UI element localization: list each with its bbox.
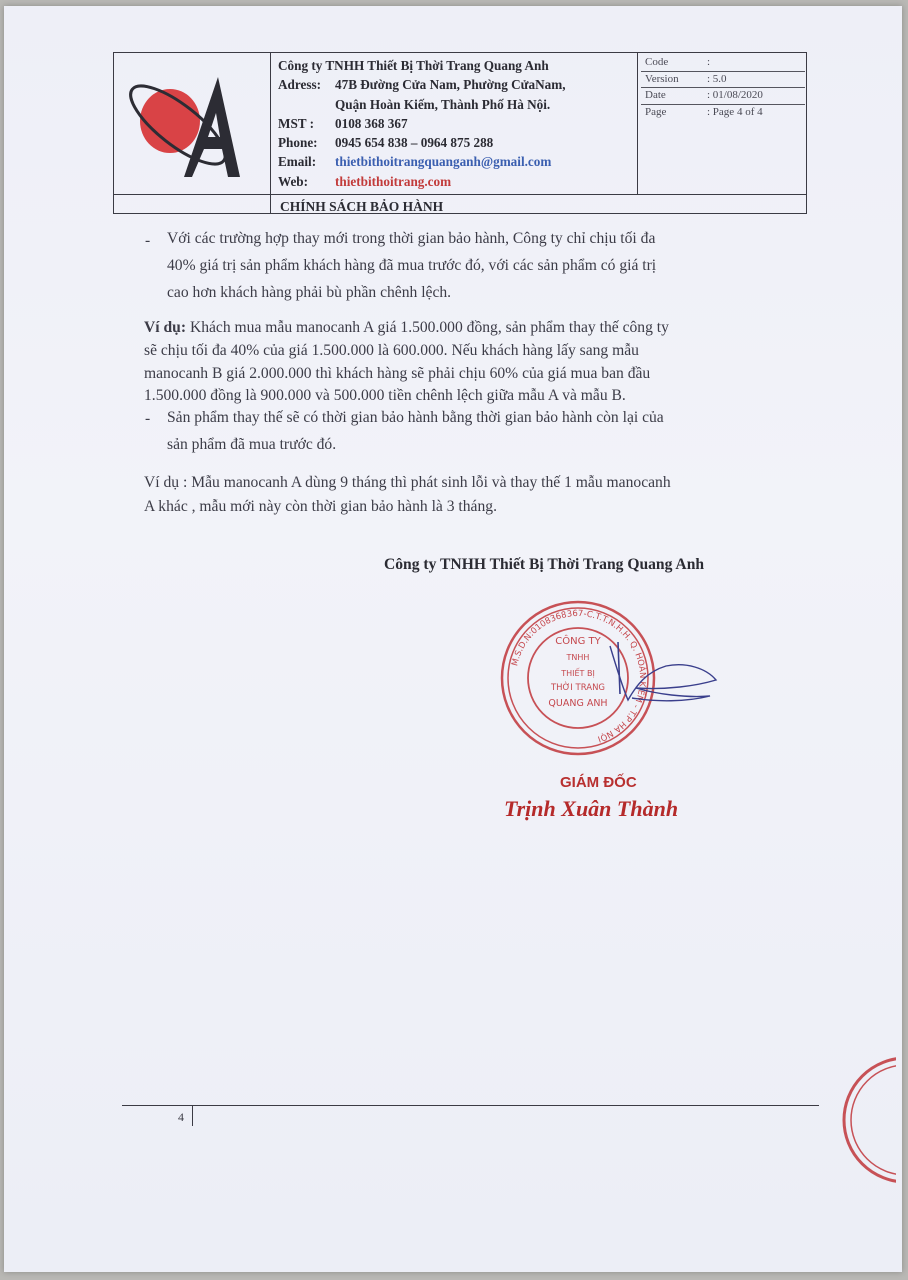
phone-value: 0945 654 838 – 0964 875 288 bbox=[335, 135, 494, 151]
stamp-center-line4: THỜI TRANG bbox=[550, 683, 606, 693]
handwritten-signature bbox=[606, 636, 724, 716]
example2-line1: Ví dụ : Mẫu manocanh A dùng 9 tháng thì phát sinh lỗi và thay thế 1 mẫu manocanh bbox=[144, 474, 671, 491]
company-logo bbox=[120, 65, 260, 185]
document-page bbox=[4, 6, 902, 1272]
example1-line3: manocanh B giá 2.000.000 thì khách hàng sẽ phải chịu 60% của giá mua ban đầu bbox=[144, 365, 651, 382]
meta-code-key: Code bbox=[645, 56, 669, 68]
example1-label: Ví dụ: bbox=[144, 319, 187, 336]
email-label: Email: bbox=[278, 154, 317, 170]
meta-code-value: : bbox=[707, 56, 711, 68]
example1-line2: sẽ chịu tối đa 40% của giá 1.500.000 là 600.000. Nếu khách hàng lấy sang mẫu bbox=[144, 342, 639, 359]
meta-page-key: Page bbox=[645, 105, 667, 118]
bullet1-line1: Với các trường hợp thay mới trong thời gian bảo hành, Công ty chỉ chịu tối đa bbox=[167, 230, 656, 247]
address-line2: Quận Hoàn Kiếm, Thành Phố Hà Nội. bbox=[335, 96, 551, 112]
meta-date-value: : 01/08/2020 bbox=[707, 89, 763, 102]
bullet1-line2: 40% giá trị sản phẩm khách hàng đã mua trước đó, với các sản phẩm có giá trị bbox=[167, 257, 657, 274]
web-label: Web: bbox=[278, 173, 309, 189]
stamp-center-line3: THIẾT BỊ bbox=[561, 669, 595, 678]
address-label: Adress: bbox=[278, 77, 321, 93]
signature-company: Công ty TNHH Thiết Bị Thời Trang Quang Anh bbox=[384, 556, 705, 573]
bullet2-line2: sản phẩm đã mua trước đó. bbox=[167, 436, 337, 453]
bullet-dash: - bbox=[145, 410, 151, 427]
meta-page-value: : Page 4 of 4 bbox=[707, 105, 763, 118]
page-number-divider bbox=[192, 1106, 193, 1126]
meta-version-key: Version bbox=[645, 72, 679, 85]
bullet1-line3: cao hơn khách hàng phải bù phần chênh lệch. bbox=[167, 284, 452, 301]
bullet-dash: - bbox=[145, 232, 151, 249]
tax-label: MST : bbox=[278, 115, 315, 131]
stamp-ring-text: M.S.D.N:0108368367-C.T.T.N.H.H. Q. HOÀN KIẾM - T.P HÀ NỘI bbox=[510, 608, 648, 744]
document-header bbox=[113, 52, 807, 214]
footer-rule bbox=[122, 1105, 819, 1106]
tax-value: 0108 368 367 bbox=[335, 115, 408, 131]
edge-stamp-partial bbox=[836, 1050, 896, 1190]
email-value: thietbithoitrangquanganh@gmail.com bbox=[335, 154, 552, 170]
phone-label: Phone: bbox=[278, 135, 318, 151]
stamp-center-line2: TNHH bbox=[566, 653, 590, 662]
company-info bbox=[278, 56, 638, 191]
page-number: 4 bbox=[178, 1110, 184, 1124]
stamp-center-line1: CÔNG TY bbox=[555, 636, 601, 647]
example2-line2: A khác , mẫu mới này còn thời gian bảo hành là 3 tháng. bbox=[144, 498, 497, 515]
document-meta bbox=[641, 55, 805, 120]
web-value: thietbithoitrang.com bbox=[335, 173, 452, 189]
example1-line4: 1.500.000 đồng là 900.000 và 500.000 tiền chênh lệch giữa mẫu A và mẫu B. bbox=[144, 387, 626, 404]
director-name: Trịnh Xuân Thành bbox=[504, 796, 679, 821]
director-title: GIÁM ĐỐC bbox=[560, 774, 637, 791]
meta-version-value: : 5.0 bbox=[707, 72, 727, 85]
section-title: CHÍNH SÁCH BẢO HÀNH bbox=[280, 199, 444, 214]
example1-line1: Khách mua mẫu manocanh A giá 1.500.000 đồng, sản phẩm thay thế công ty bbox=[189, 319, 669, 336]
address-line1: 47B Đường Cửa Nam, Phường CửaNam, bbox=[335, 77, 566, 93]
bullet2-line1: Sản phẩm thay thế sẽ có thời gian bảo hành bằng thời gian bảo hành còn lại của bbox=[167, 409, 664, 426]
stamp-center-line5: QUANG ANH bbox=[548, 698, 608, 709]
company-name: Công ty TNHH Thiết Bị Thời Trang Quang Anh bbox=[278, 58, 549, 73]
meta-date-key: Date bbox=[645, 89, 666, 102]
